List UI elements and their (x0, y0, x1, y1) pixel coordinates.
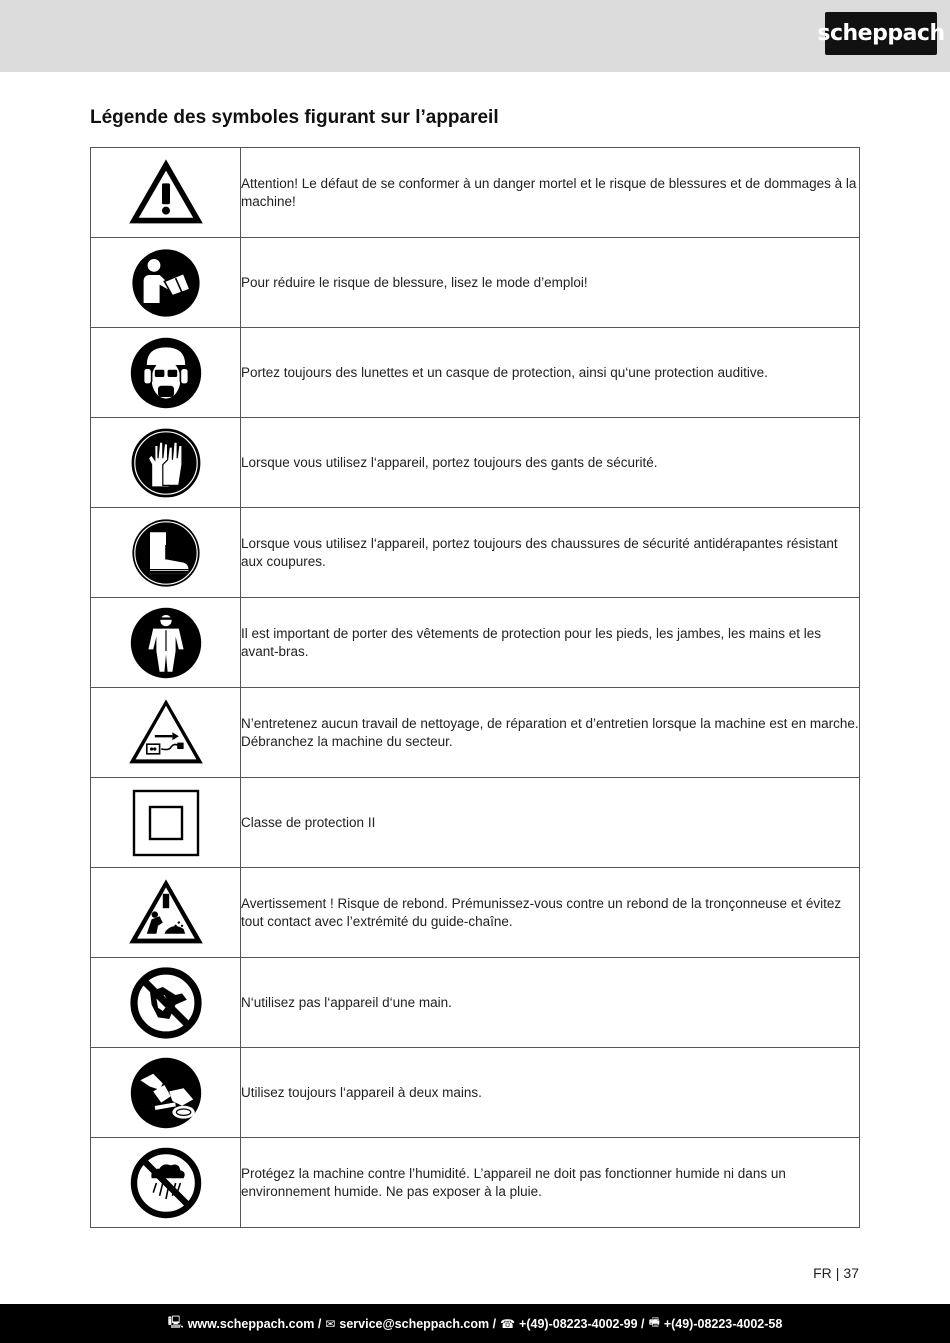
table-row (91, 418, 860, 508)
kickback-warning-icon (126, 873, 206, 953)
unplug-warning-icon (126, 693, 206, 773)
table-row (91, 688, 860, 778)
page-title: Légende des symboles figurant sur l’appareil (90, 107, 499, 128)
row-description: Attention! Le défaut de se conformer à un danger mortel et le risque de blessures et de dommages à la machine! (241, 148, 860, 238)
no-rain-icon (126, 1143, 206, 1223)
table-row (91, 958, 860, 1048)
page-separator: | (835, 1265, 840, 1281)
two-hands-icon (126, 1053, 206, 1133)
protective-clothing-icon (126, 603, 206, 683)
read-manual-icon (126, 243, 206, 323)
footer-email[interactable]: service@scheppach.com / (339, 1316, 497, 1331)
row-description: Avertissement ! Risque de rebond. Prémunissez-vous contre un rebond de la tronçonneuse et évitez tout contact avec l’extrémité du guide-chaîne. (241, 868, 860, 958)
row-description: Classe de protection II (241, 778, 860, 868)
row-description: Pour réduire le risque de blessure, lisez le mode d’emploi! (241, 238, 860, 328)
language-code: FR (813, 1265, 832, 1281)
protection-class-ii-icon (126, 783, 206, 863)
row-description: Lorsque vous utilisez l‘appareil, portez toujours des chaussures de sécurité antidérapantes résistant aux coupures. (241, 508, 860, 598)
table-row (91, 598, 860, 688)
safety-boots-icon (126, 513, 206, 593)
row-description: Protégez la machine contre l’humidité. L’appareil ne doit pas fonctionner humide ni dans un environnement humide. Ne pas exposer à la pluie. (241, 1138, 860, 1228)
row-description: N’entretenez aucun travail de nettoyage, de réparation et d’entretien lorsque la machine est en marche. Débranchez la machine du secteur. (241, 688, 860, 778)
row-description: N‘utilisez pas l‘appareil d‘une main. (241, 958, 860, 1048)
phone-icon: ☎ (500, 1316, 516, 1331)
table-row (91, 148, 860, 238)
no-one-hand-icon (126, 963, 206, 1043)
gloves-icon (126, 423, 206, 503)
symbol-legend-table (90, 147, 860, 1228)
footer-contact-bar (0, 1304, 950, 1343)
header-band (0, 0, 950, 72)
row-description: Utilisez toujours l‘appareil à deux mains. (241, 1048, 860, 1138)
table-row (91, 508, 860, 598)
page-number (813, 1265, 859, 1281)
brand-logo: scheppach (825, 12, 937, 55)
table-row (91, 238, 860, 328)
row-description: Lorsque vous utilisez l‘appareil, portez toujours des gants de sécurité. (241, 418, 860, 508)
page-number-value: 37 (843, 1265, 859, 1281)
computer-icon: 🖳 (167, 1315, 184, 1329)
row-description: Portez toujours des lunettes et un casque de protection, ainsi qu‘une protection auditive. (241, 328, 860, 418)
footer-phone: +(49)-08223-4002-99 / (519, 1316, 645, 1331)
footer-website[interactable]: www.scheppach.com / (187, 1316, 322, 1331)
table-row (91, 1138, 860, 1228)
table-row (91, 868, 860, 958)
warning-triangle-icon (126, 153, 206, 233)
fax-icon: 🖷 (648, 1315, 660, 1329)
table-row (91, 1048, 860, 1138)
footer-fax: +(49)-08223-4002-58 (663, 1316, 783, 1331)
table-row (91, 778, 860, 868)
email-icon: ✉ (325, 1316, 336, 1331)
table-row (91, 328, 860, 418)
head-protection-icon (126, 333, 206, 413)
row-description: Il est important de porter des vêtements de protection pour les pieds, les jambes, les mains et les avant-bras. (241, 598, 860, 688)
